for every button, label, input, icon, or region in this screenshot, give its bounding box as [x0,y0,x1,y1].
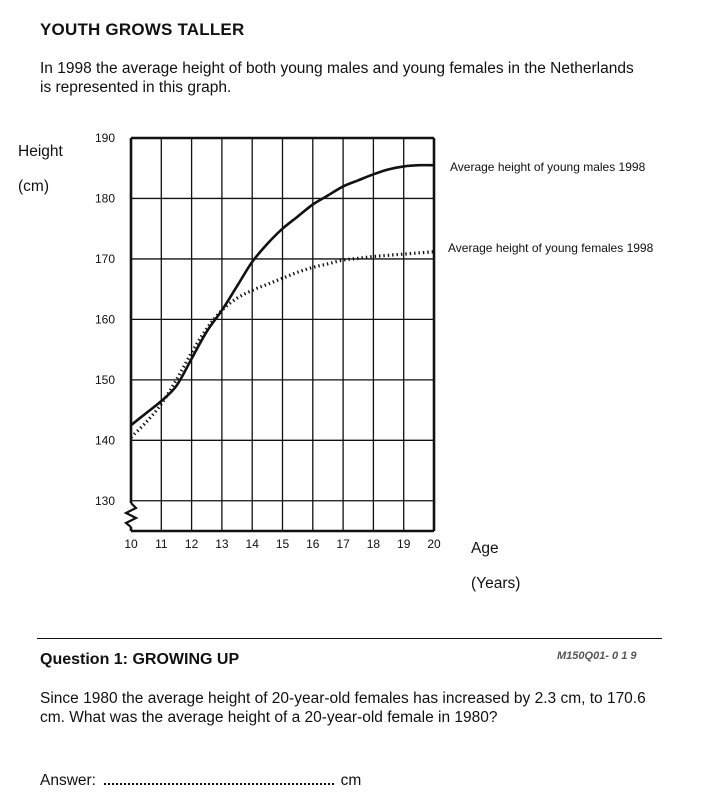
x-tick-20: 20 [427,537,441,551]
y-tick-170: 170 [94,251,115,266]
x-tick-17: 17 [336,537,350,551]
answer-line[interactable] [40,772,361,790]
x-tick-11: 11 [155,537,168,551]
x-tick-16: 16 [306,537,320,551]
answer-blank[interactable] [104,781,334,785]
x-tick-10: 10 [124,537,138,551]
y-tick-190: 190 [94,131,115,145]
y-tick-150: 150 [94,372,115,387]
y-tick-130: 130 [94,493,115,508]
grid [131,138,434,531]
x-tick-14: 14 [245,537,259,551]
y-tick-180: 180 [94,191,115,206]
series-labels [448,160,654,255]
question-title: Question 1: GROWING UP [40,651,240,668]
y-tick-160: 160 [94,312,115,327]
question-text: Since 1980 the average height of 20-year-old females has increased by 2.3 cm, to 170.6 cm. What was the average height of a 20-year-old female in 1980? [40,690,646,726]
section-divider [37,638,662,639]
x-tick-19: 19 [397,537,411,551]
tick-labels [95,131,441,551]
page-title: YOUTH GROWS TALLER [40,20,245,39]
intro-text: In 1998 the average height of both young males and young females in the Netherlands is represented in this graph. [40,60,634,96]
y-axis-label: Height [18,143,63,160]
question-code: M150Q01- 0 1 9 [557,650,637,662]
series-label-males: Average height of young males 1998 [450,160,646,174]
x-tick-18: 18 [366,537,381,551]
answer-label: Answer: [40,772,96,789]
x-axis-label: Age [471,540,499,557]
y-axis-unit: (cm) [18,178,49,195]
axis-break [126,503,136,527]
x-axis-unit: (Years) [471,575,521,592]
series-label-females: Average height of young females 1998 [448,241,654,255]
x-tick-12: 12 [184,537,199,551]
x-tick-13: 13 [215,537,229,551]
y-tick-140: 140 [94,433,115,448]
answer-unit: cm [340,772,362,789]
x-tick-15: 15 [275,537,290,551]
